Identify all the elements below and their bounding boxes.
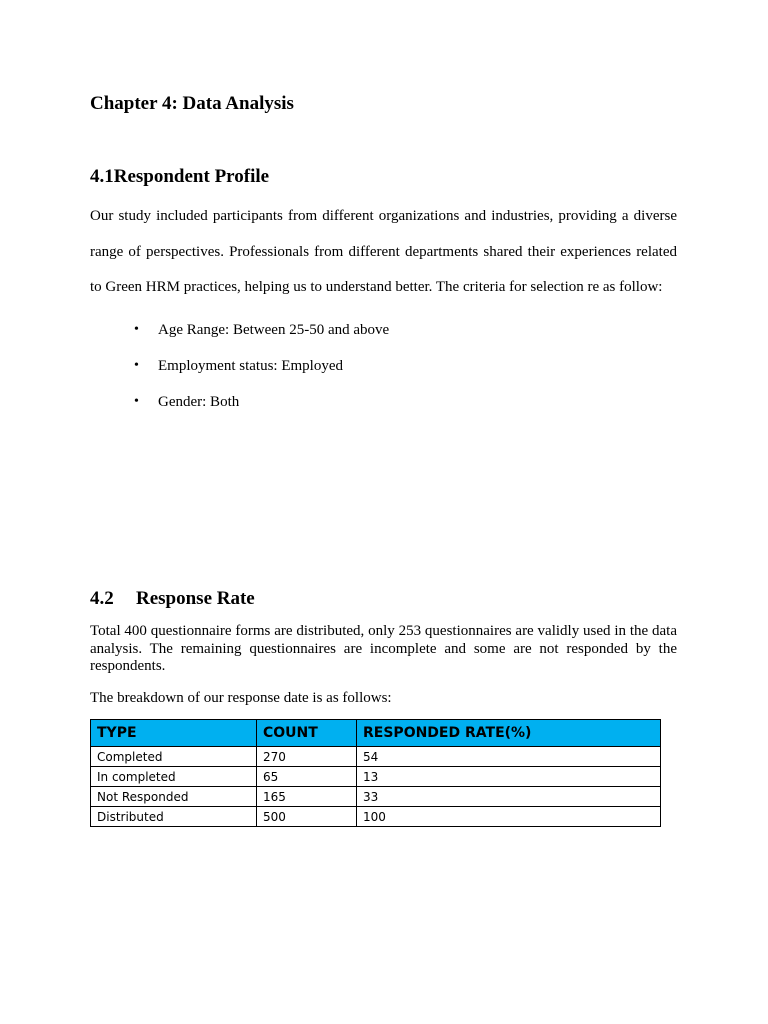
column-header-type: TYPE	[91, 720, 257, 747]
table-row	[91, 787, 661, 807]
table-header-row	[91, 720, 661, 747]
cell-rate: 13	[357, 767, 661, 787]
cell-rate: 54	[357, 747, 661, 767]
cell-type: Not Responded	[91, 787, 257, 807]
cell-count: 165	[257, 787, 357, 807]
bullet-icon: •	[134, 394, 139, 409]
chapter-title: Chapter 4: Data Analysis	[90, 93, 294, 114]
section-title-respondent-profile: 4.1Respondent Profile	[90, 166, 270, 187]
cell-count: 65	[257, 767, 357, 787]
table-row	[91, 747, 661, 767]
section-title-response-rate	[90, 588, 255, 610]
list-item-text: Age Range: Between 25-50 and above	[158, 322, 390, 338]
cell-rate: 33	[357, 787, 661, 807]
cell-type: Distributed	[91, 807, 257, 827]
bullet-icon: •	[134, 322, 139, 337]
bullet-icon: •	[134, 358, 139, 373]
table-row	[91, 807, 661, 827]
section-title-text: Response Rate	[136, 588, 255, 609]
list-item-text: Gender: Both	[158, 394, 240, 410]
response-rate-paragraph: Total 400 questionnaire forms are distributed, only 253 questionnaires are validly used in the data analysis. The remaining questionnaires are incomplete and some are not responded by the respondents.	[90, 623, 677, 674]
response-breakdown-table	[90, 719, 661, 827]
list-item	[90, 354, 389, 390]
cell-count: 270	[257, 747, 357, 767]
cell-count: 500	[257, 807, 357, 827]
respondent-profile-paragraph: Our study included participants from different organizations and industries, providing a diverse range of perspectives. Professionals from different departments shared their experiences related to Green HRM practices, helping us to understand better. The criteria for selection re as follow:	[90, 208, 677, 295]
table-row	[91, 767, 661, 787]
selection-criteria-list	[90, 318, 389, 426]
list-item-text: Employment status: Employed	[158, 358, 343, 374]
cell-type: In completed	[91, 767, 257, 787]
cell-type: Completed	[91, 747, 257, 767]
cell-rate: 100	[357, 807, 661, 827]
section-number: 4.2	[90, 588, 114, 609]
column-header-count: COUNT	[257, 720, 357, 747]
list-item	[90, 390, 389, 426]
list-item	[90, 318, 389, 354]
column-header-rate: RESPONDED RATE(%)	[357, 720, 661, 747]
breakdown-intro: The breakdown of our response date is as follows:	[90, 690, 392, 706]
